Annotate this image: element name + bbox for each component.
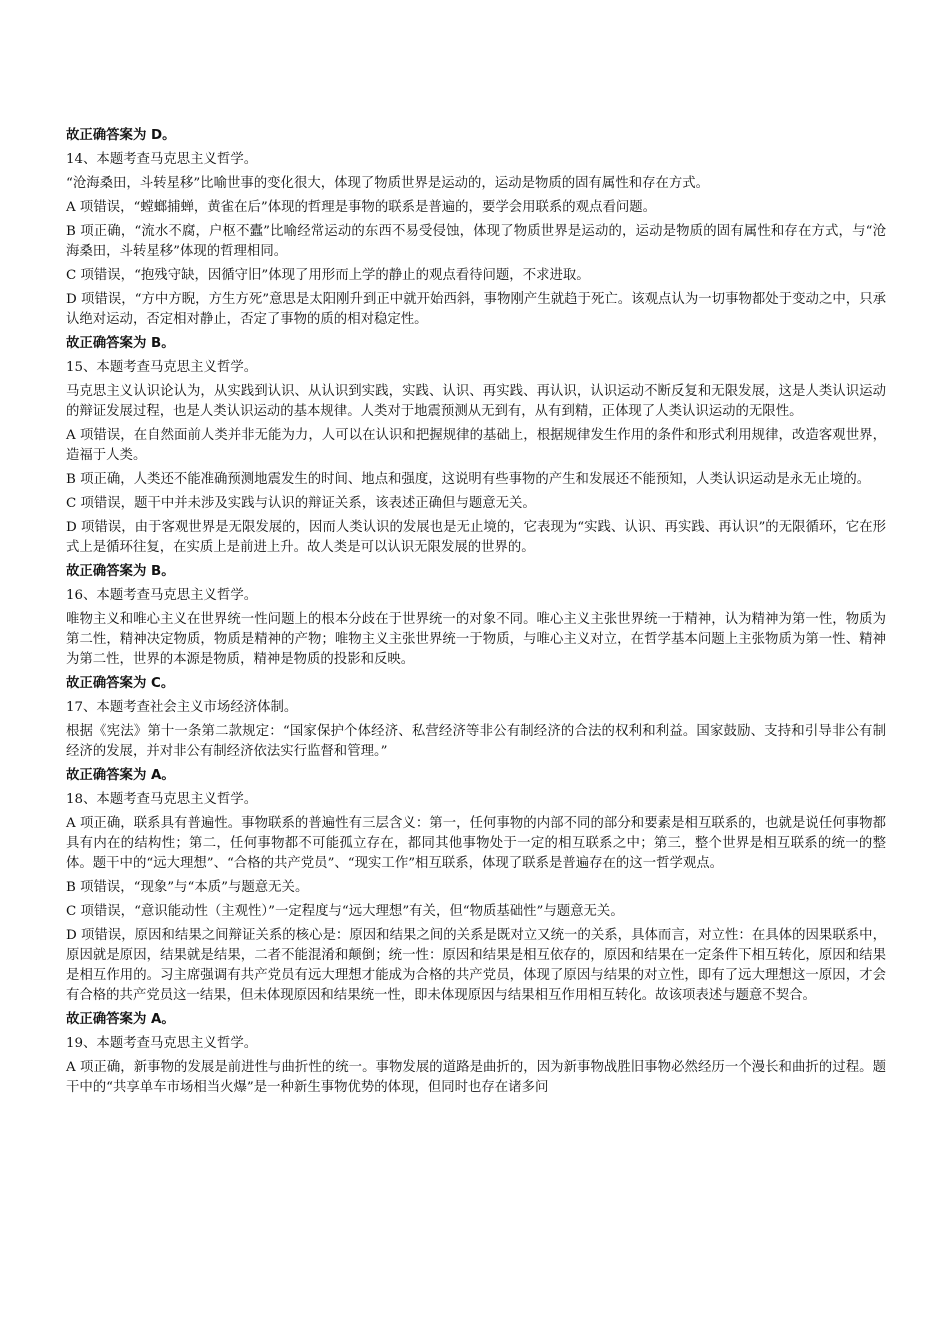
option-explanation: D 项错误，“方中方睨，方生方死”意思是太阳刚升到正中就开始西斜，事物刚产生就趋于死亡。该观点认为一切事物都处于变动之中，只承认绝对运动，否定相对静止，否定了事物的质的相对稳定性。 [66,292,886,327]
question-title: 14、本题考查马克思主义哲学。 [66,152,258,167]
answer-line: 故正确答案为 A。 [66,1012,175,1027]
answer-line: 故正确答案为 B。 [66,564,175,579]
question-title: 19、本题考查马克思主义哲学。 [66,1036,258,1051]
answer-line: 故正确答案为 B。 [66,336,175,351]
question-title: 15、本题考查马克思主义哲学。 [66,360,258,375]
explanation-paragraph: 马克思主义认识论认为，从实践到认识、从认识到实践，实践、认识、再实践、再认识，认识运动不断反复和无限发展，这是人类认识运动的辩证发展过程，也是人类认识运动的基本规律。人类对于地震预测从无到有，从有到精，正体现了人类认识运动的无限性。 [66,384,886,419]
option-explanation: A 项正确，新事物的发展是前进性与曲折性的统一。事物发展的道路是曲折的，因为新事物战胜旧事物必然经历一个漫长和曲折的过程。题干中的“共享单车市场相当火爆”是一种新生事物优势的体现，但同时也存在诸多问 [66,1060,886,1095]
option-explanation: A 项错误，在自然面前人类并非无能为力，人可以在认识和把握规律的基础上，根据规律发生作用的条件和形式利用规律，改造客观世界，造福于人类。 [66,428,886,463]
explanation-paragraph: 根据《宪法》第十一条第二款规定：“国家保护个体经济、私营经济等非公有制经济的合法的权利和利益。国家鼓励、支持和引导非公有制经济的发展，并对非公有制经济依法实行监督和管理。” [66,724,886,759]
option-explanation: D 项错误，原因和结果之间辩证关系的核心是：原因和结果之间的关系是既对立又统一的关系，具体而言，对立性：在具体的因果联系中，原因就是原因，结果就是结果，二者不能混淆和颠倒；统一性：原因和结果是相互依存的，原因和结果在一定条件下相互转化，原因和结果是相互作用的。习主席强调有共产党员有远大理想才能成为合格的共产党员，体现了原因与结果的对立性，即有了远大理想这一原因，才会有合格的共产党员这一结果，但未体现原因和结果统一性，即未体现原因与结果相互作用相互转化。故该项表述与题意不契合。 [66,928,886,1003]
option-explanation: B 项错误，“现象”与“本质”与题意无关。 [66,880,309,895]
explanation-paragraph: “沧海桑田，斗转星移”比喻世事的变化很大，体现了物质世界是运动的，运动是物质的固有属性和存在方式。 [66,176,710,191]
answer-explanation-page [66,126,886,1102]
answer-line: 故正确答案为 C。 [66,676,175,691]
option-explanation: C 项错误，题干中并未涉及实践与认识的辩证关系，该表述正确但与题意无关。 [66,496,536,511]
explanation-paragraph: 唯物主义和唯心主义在世界统一性问题上的根本分歧在于世界统一的对象不同。唯心主义主张世界统一于精神，认为精神为第一性，物质为第二性，精神决定物质，物质是精神的产物；唯物主义主张世界统一于物质，与唯心主义对立，在哲学基本问题上主张物质为第一性、精神为第二性，世界的本源是物质，精神是物质的投影和反映。 [66,612,886,667]
question-title: 17、本题考查社会主义市场经济体制。 [66,700,298,715]
option-explanation: A 项错误，“螳螂捕蝉，黄雀在后”体现的哲理是事物的联系是普遍的，要学会用联系的观点看问题。 [66,200,657,215]
question-title: 18、本题考查马克思主义哲学。 [66,792,258,807]
option-explanation: C 项错误，“意识能动性（主观性）”一定程度与“远大理想”有关，但“物质基础性”与题意无关。 [66,904,624,919]
option-explanation: D 项错误，由于客观世界是无限发展的，因而人类认识的发展也是无止境的，它表现为“实践、认识、再实践、再认识”的无限循环，它在形式上是循环往复，在实质上是前进上升。故人类是可以认识无限发展的世界的。 [66,520,886,555]
option-explanation: A 项正确，联系具有普遍性。事物联系的普遍性有三层含义：第一，任何事物的内部不同的部分和要素是相互联系的，也就是说任何事物都具有内在的结构性；第二，任何事物都不可能孤立存在，都同其他事物处于一定的相互联系之中；第三，整个世界是相互联系的统一的整体。题干中的“远大理想”、“合格的共产党员”、“现实工作”相互联系，体现了联系是普遍存在的这一哲学观点。 [66,816,886,871]
option-explanation: C 项错误，“抱残守缺，因循守旧”体现了用形而上学的静止的观点看待问题，不求进取。 [66,268,590,283]
answer-line: 故正确答案为 D。 [66,128,176,143]
option-explanation: B 项正确，“流水不腐，户枢不蠹”比喻经常运动的东西不易受侵蚀，体现了物质世界是运动的，运动是物质的固有属性和存在方式，与“沧海桑田，斗转星移”体现的哲理相同。 [66,224,886,259]
option-explanation: B 项正确，人类还不能准确预测地震发生的时间、地点和强度，这说明有些事物的产生和发展还不能预知，人类认识运动是永无止境的。 [66,472,871,487]
question-title: 16、本题考查马克思主义哲学。 [66,588,258,603]
answer-line: 故正确答案为 A。 [66,768,175,783]
